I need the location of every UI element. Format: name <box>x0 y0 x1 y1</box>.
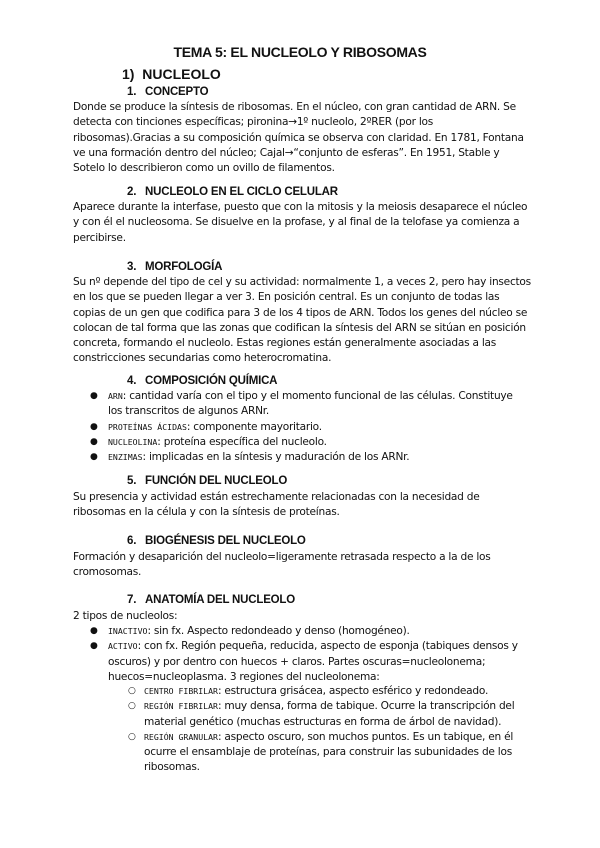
section-heading-biogenesis: 6. BIOGÉNESIS DEL NUCLEOLO <box>127 535 306 547</box>
bullet-icon: ● <box>90 421 98 432</box>
bullet-icon: ● <box>90 626 98 636</box>
sublist-item: ○ CENTRO FIBRILAR: estructura grisácea, aspecto esférico y redondeado. <box>144 684 530 699</box>
section-heading-anatomia: 7. ANATOMÍA DEL NUCLEOLO <box>127 594 295 606</box>
section-heading-morfologia: 3. MORFOLOGÍA <box>127 261 223 273</box>
circle-bullet-icon: ○ <box>128 686 136 696</box>
section-text-anatomia-intro: 2 tipos de nucleolos: <box>73 610 178 622</box>
circle-bullet-icon: ○ <box>128 701 136 712</box>
sublist-item: ○ REGIÓN FIBRILAR: muy densa, forma de tabique. Ocurre la transcripción del material genético (muchas estructuras en forma de árbol de navidad). <box>128 700 515 728</box>
list-item: ● ARN: cantidad varía con el tipo y el momento funcional de las células. Constituye los transcritos de algunos ARNr. <box>90 390 513 418</box>
section-text-funcion: Su presencia y actividad están estrechamente relacionadas con la necesidad de ribosomas en la célula y con la síntesis de proteínas. <box>73 491 480 519</box>
bullet-icon: ● <box>90 641 98 652</box>
section-text-ciclo: Aparece durante la interfase, puesto que con la mitosis y la meiosis desaparece el núcleo y con él el nucleosoma. Se disuelve en la profase, y al final de la telofase ya comienza a percibirse. <box>73 201 528 244</box>
bullet-icon: ● <box>90 391 98 401</box>
section-text-morfologia: Su nº depende del tipo de cel y su actividad: normalmente 1, a veces 2, pero hay insectos en los que se pueden llegar a ver 3. En posición central. Es un conjunto de todas las copias de un gen que codifica para 3 de los 4 tipos de ARN. Todos los genes del núcleo se colocan de tal forma que las zonas que codifican la síntesis del ARN se sitúan en posición concreta, formando el nucleolo. Estas regiones están generalmente asociadas a las constricciones secundarias como heterocromatina. <box>73 276 531 365</box>
section-text-biogenesis: Formación y desaparición del nucleolo=ligeramente retrasada respecto a la de los cromosomas. <box>73 551 491 579</box>
anatomy-list <box>90 624 528 685</box>
list-item: ● ENZIMAS: implicadas en la síntesis y maduración de los ARNr. <box>108 450 528 465</box>
section-text-concepto: Donde se produce la síntesis de ribosomas. En el núcleo, con gran cantidad de ARN. Se detecta con tinciones específicas; pironina→1º nucleolo, 2ºRER (por los ribosomas).Gracias a su composición química se observa con claridad. En 1781, Fontana ve una formación dentro del núcleo; Cajal→“conjunto de esferas”. En 1951, Stable y Sotelo lo describieron como un ovillo de filamentos. <box>73 101 524 175</box>
part-number: 1) <box>122 66 135 82</box>
section-heading-funcion: 5. FUNCIÓN DEL NUCLEOLO <box>127 475 288 487</box>
composition-list <box>90 389 528 465</box>
bullet-icon: ● <box>90 452 98 463</box>
list-item: ● NUCLEOLINA: proteína específica del nucleolo. <box>108 435 528 450</box>
list-item: ● INACTIVO: sin fx. Aspecto redondeado y denso (homogéneo). <box>108 624 528 639</box>
page-title: TEMA 5: EL NUCLEOLO Y RIBOSOMAS <box>173 44 427 60</box>
circle-bullet-icon: ○ <box>128 731 136 742</box>
list-item: ● PROTEÍNAS ÁCIDAS: componente mayoritario. <box>108 420 528 435</box>
list-item: ● ACTIVO: con fx. Región pequeña, reducida, aspecto de esponja (tabiques densos y oscuros) y por dentro con huecos + claros. Partes oscuras=nucleolonema; huecos=nucleoplasma. 3 regiones del nucleolonema: <box>90 640 518 683</box>
section-heading-composicion: 4. COMPOSICIÓN QUÍMICA <box>127 375 278 387</box>
anatomy-sublist <box>128 684 530 776</box>
bullet-icon: ● <box>90 436 98 447</box>
section-heading-ciclo: 2. NUCLEOLO EN EL CICLO CELULAR <box>127 186 338 198</box>
section-heading-concepto: 1. CONCEPTO <box>127 86 209 98</box>
part-label: NUCLEOLO <box>142 66 221 82</box>
part-heading <box>122 66 221 82</box>
sublist-item: ○ REGIÓN GRANULAR: aspecto oscuro, son muchos puntos. Es un tabique, en él ocurre el ensamblaje de proteínas, para construir las subunidades de los ribosomas. <box>128 730 514 774</box>
